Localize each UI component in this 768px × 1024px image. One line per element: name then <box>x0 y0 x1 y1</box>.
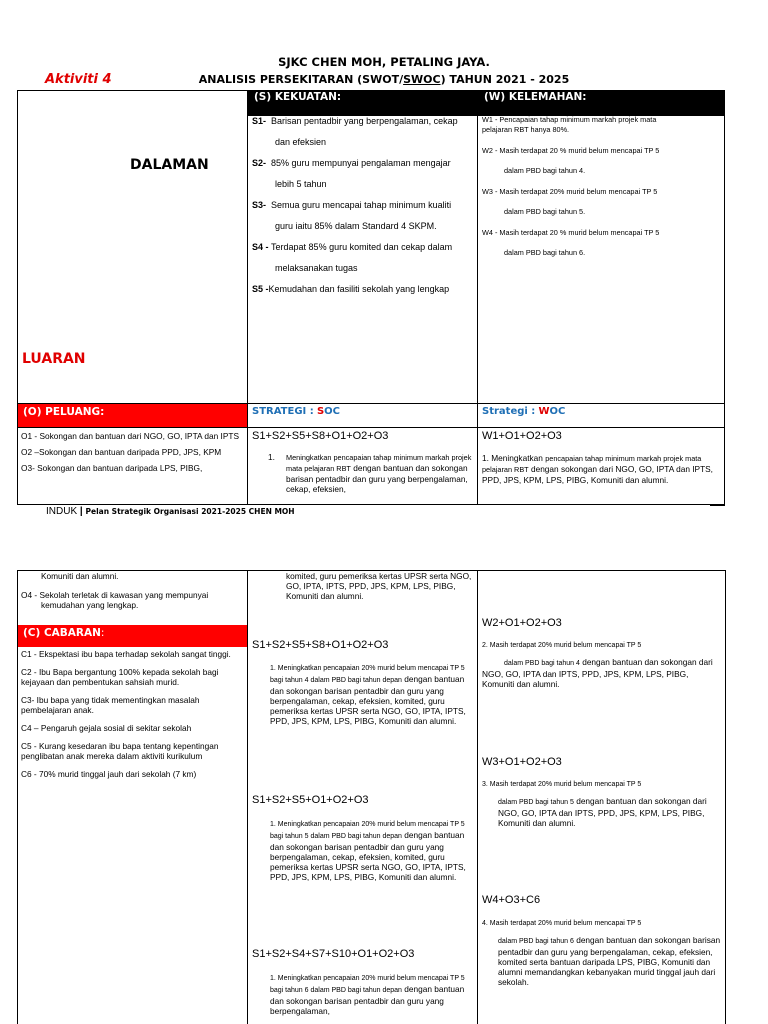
challenge-item: C1 - Ekspektasi ibu bapa terhadap sekolah sangat tinggi. <box>21 649 231 659</box>
weakness-item: W1 - Pencapaian tahap minimum markah projek mata pelajaran RBT hanya 80%. <box>482 115 657 134</box>
external-label: LUARAN <box>22 351 86 367</box>
strengths-header: (S) KEKUATAN: <box>248 90 477 116</box>
woc-strategy-item: 2. Masih terdapat 20% murid belum mencapai TP 5 dalam PBD bagi tahun 4 dengan bantuan dan sokongan dari NGO, GO, IPTA dan IPTS, PPD, JPS, KPM, LPS, PIBG, Komuniti dan alumni. <box>482 642 713 689</box>
opportunity-continuation: Komuniti dan alumni. <box>41 571 119 581</box>
weakness-item: W2 - Masih terdapat 20 % murid belum mencapai TP 5 dalam PBD bagi tahun 4. <box>482 146 660 175</box>
strength-item: S4 - Terdapat 85% guru komited dan cekap dalam melaksanakan tugas <box>252 242 453 273</box>
strength-item: S3- Semua guru mencapai tahap minimum kualiti guru iaitu 85% dalam Standard 4 SKPM. <box>252 200 452 231</box>
soc-strategy-item: 1. Meningkatkan pencapaian 20% murid belum mencapai TP 5 bagi tahun 5 dalam PBD bagi tahun depan dengan bantuan dan sokongan barisan pentadbir dan guru yang berpengalaman, cekap, efeksien, komited, guru pemeriksa kertas UPSR serta NGO, GO, IPTA, IPTS, PPD, JPS, KPM, LPS, PIBG, Komuniti dan alumni. <box>270 821 466 882</box>
activity-label: Aktiviti 4 <box>45 72 112 87</box>
weakness-item: W3 - Masih terdapat 20% murid belum mencapai TP 5 dalam PBD bagi tahun 5. <box>482 187 658 216</box>
soc-strategy-item: 1. Meningkatkan pencapaian tahap minimum markah projek mata pelajaran RBT dengan bantuan dan sokongan barisan pentadbir dan guru yang berpengalaman, cekap, efeksien, <box>268 452 472 494</box>
challenge-item: C2 - Ibu Bapa bergantung 100% kepada sekolah bagi kejayaan dan pembentukan sahsiah murid. <box>21 667 219 687</box>
challenges-list <box>21 649 243 779</box>
soc-continuation: komited, guru pemeriksa kertas UPSR serta NGO, GO, IPTA, IPTS, PPD, JPS, KPM, LPS, PIBG, Komuniti dan alumni. <box>286 571 472 601</box>
strength-item: S1- Barisan pentadbir yang berpengalaman, cekap dan efeksien <box>252 116 458 147</box>
analysis-title: ANALISIS PERSEKITARAN (SWOT/SWOC) TAHUN 2021 - 2025 <box>198 73 570 86</box>
soc-strategy-item: 1. Meningkatkan pencapaian 20% murid belum mencapai TP 5 bagi tahun 4 dalam PBD bagi tahun depan dengan bantuan dan sokongan barisan pentadbir dan guru yang berpengalaman, cekap, efeksien, komited, guru pemeriksa kertas UPSR serta NGO, GO, IPTA, IPTS, PPD, JPS, KPM, LPS, PIBG, Komuniti dan alumni. <box>270 665 466 726</box>
opportunity-item: O2 –Sokongan dan bantuan daripada PPD, JPS, KPM <box>21 447 222 457</box>
opportunities-header: (O) PELUANG: <box>18 404 247 427</box>
woc-strategy-item: 1. Meningkatkan pencapaian tahap minimum markah projek mata pelajaran RBT dengan sokongan dari NGO, GO, IPTA dan IPTS, PPD, JPS, KPM, LPS, PIBG, Komuniti dan alumni. <box>482 453 713 485</box>
challenges-header: (C) CABARAN: <box>18 625 247 647</box>
opportunities-list <box>21 431 245 473</box>
strength-item: S2- 85% guru mempunyai pengalaman mengajar lebih 5 tahun <box>252 158 451 189</box>
weaknesses-list <box>482 115 722 269</box>
woc-strategy-item: 4. Masih terdapat 20% murid belum mencapai TP 5 dalam PBD bagi tahun 6 dengan bantuan dan sokongan barisan pentadbir dan guru yang berpengalaman, cekap, efeksien, komited serta bantuan daripada LPS, PIBG, Komuniti dan alumni memandangkan kebanyakan murid tinggal jauh dari sekolah. <box>482 920 721 987</box>
woc-formula: W3+O1+O2+O3 <box>482 756 562 768</box>
woc-formula: W4+O3+C6 <box>482 894 541 906</box>
strategy-woc-header: Strategi : WOC <box>482 406 566 417</box>
page-footer: INDUK | Pelan Strategik Organisasi 2021-2025 CHEN MOH <box>46 506 295 517</box>
soc-formula: S1+S2+S5+S8+O1+O2+O3 <box>252 430 389 442</box>
challenge-item: C3- Ibu bapa yang tidak mementingkan masalah pembelajaran anak. <box>21 695 200 715</box>
challenge-item: C4 – Pengaruh gejala sosial di sekitar sekolah <box>21 723 192 733</box>
opportunity-item: O3- Sokongan dan bantuan daripada LPS, PIBG, <box>21 463 203 473</box>
woc-strategy-item: 3. Masih terdapat 20% murid belum mencapai TP 5 dalam PBD bagi tahun 5 dengan bantuan dan sokongan dari NGO, GO, IPTA dan IPTS, PPD, JPS, KPM, LPS, PIBG, Komuniti dan alumni. <box>482 781 707 828</box>
soc-formula: S1+S2+S5+O1+O2+O3 <box>252 794 369 806</box>
weakness-item: W4 - Masih terdapat 20 % murid belum mencapai TP 5 dalam PBD bagi tahun 6. <box>482 228 660 257</box>
woc-formula: W2+O1+O2+O3 <box>482 617 562 629</box>
opportunity-item: O4 - Sekolah terletak di kawasan yang mempunyai kemudahan yang lengkap. <box>21 590 209 610</box>
soc-strategy-item: 1. Meningkatkan pencapaian 20% murid belum mencapai TP 5 bagi tahun 6 dalam PBD bagi tahun depan dengan bantuan dan sokongan barisan pentadbir dan guru yang berpengalaman, <box>270 975 465 1016</box>
challenge-item: C6 - 70% murid tinggal jauh dari sekolah (7 km) <box>21 769 197 779</box>
school-title: SJKC CHEN MOH, PETALING JAYA. <box>278 55 490 69</box>
strategy-soc-header: STRATEGI : SOC <box>252 406 340 417</box>
soc-formula: S1+S2+S4+S7+S10+O1+O2+O3 <box>252 948 415 960</box>
weaknesses-header: (W) KELEMAHAN: <box>478 90 725 116</box>
strength-item: S5 -Kemudahan dan fasiliti sekolah yang lengkap <box>252 284 450 294</box>
opportunity-item: O1 - Sokongan dan bantuan dari NGO, GO, IPTA dan IPTS <box>21 431 239 441</box>
challenge-item: C5 - Kurang kesedaran ibu bapa tentang kepentingan penglibatan anak mereka dalam aktiviti kurikulum <box>21 741 219 761</box>
strengths-list <box>252 116 476 304</box>
internal-label: DALAMAN <box>130 157 209 173</box>
woc-formula: W1+O1+O2+O3 <box>482 430 562 442</box>
soc-formula: S1+S2+S5+S8+O1+O2+O3 <box>252 639 389 651</box>
